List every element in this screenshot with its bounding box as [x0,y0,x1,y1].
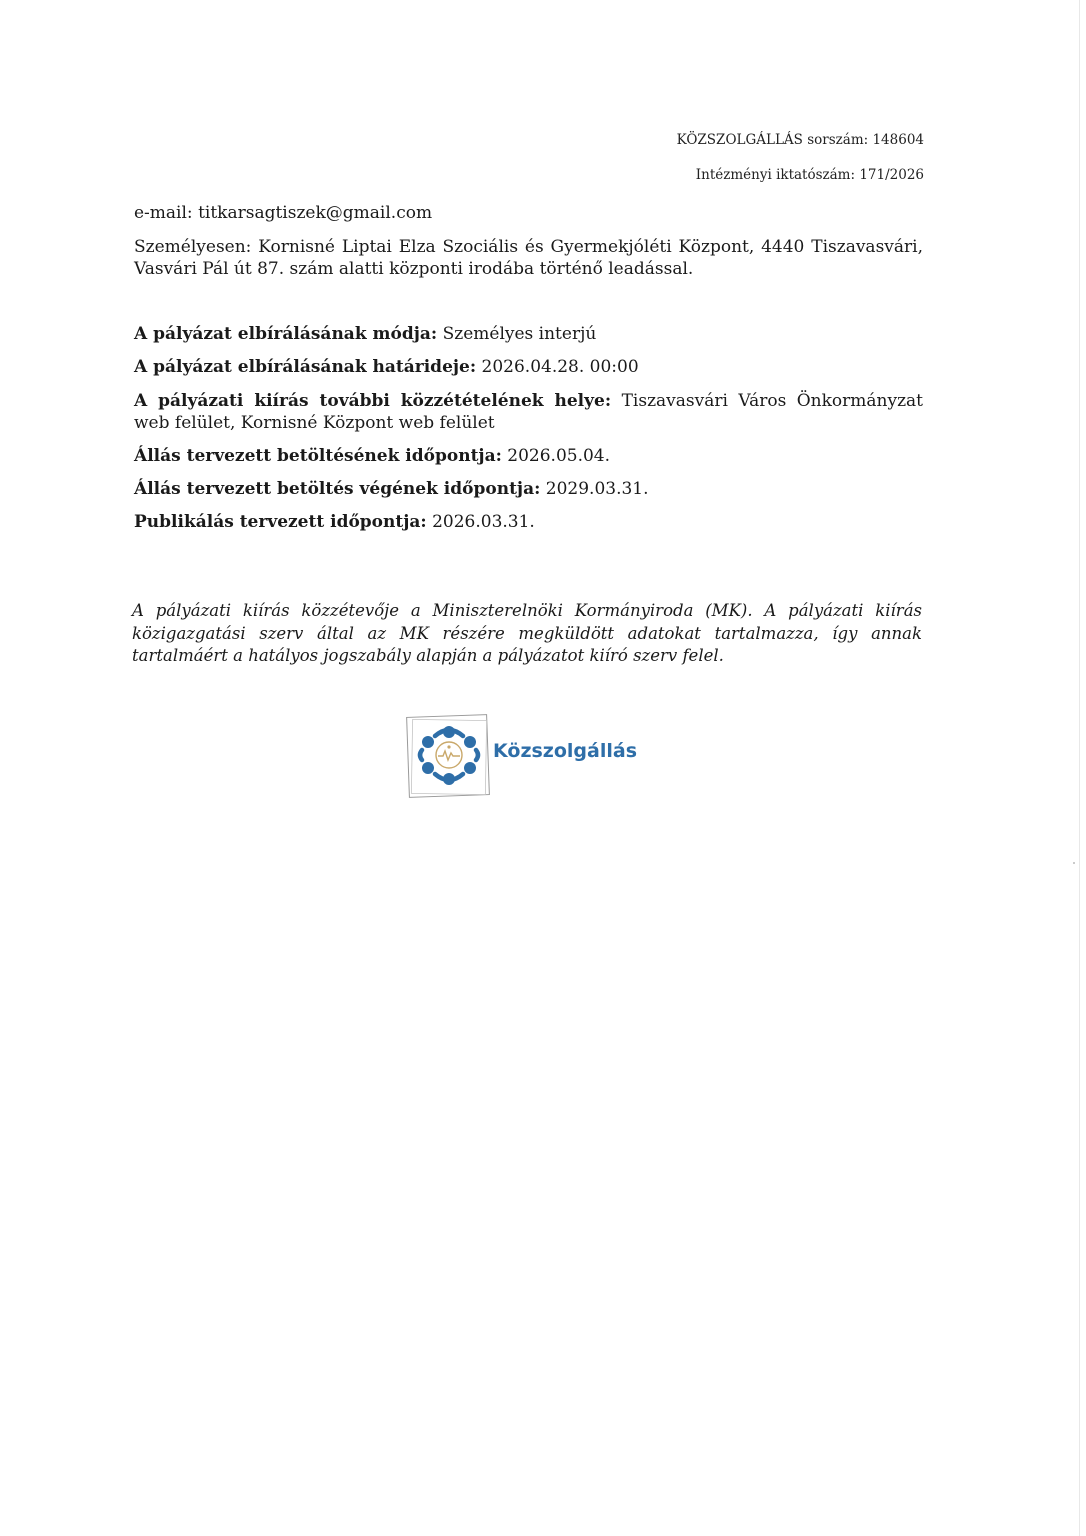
field-label: Állás tervezett betöltés végének időpontja: [134,479,541,499]
scan-speck [1073,862,1075,864]
field-value: 2029.03.31. [545,479,649,499]
field-start-date [134,445,923,467]
field-label: A pályázat elbírálásának határideje: [134,357,477,377]
field-value: 2026.03.31. [432,512,535,532]
kozszolgallas-emblem-icon [404,712,494,800]
personal-text: Kornisné Liptai Elza Szociális és Gyermekjóléti Központ, 4440 Tiszavasvári, Vasvári Pál út 87. szám alatti központi irodába történő leadással. [134,237,923,279]
field-label: A pályázati kiírás további közzétételének helye: [134,391,612,411]
field-label: Publikálás tervezett időpontja: [134,512,427,532]
field-label: A pályázat elbírálásának módja: [134,324,438,344]
registry-number: Intézményi iktatószám: 171/2026 [695,167,924,183]
field-value: Tiszavasvári Város Önkormányzat web felület, Kornisné Központ web felület [134,391,923,433]
logo-wordmark: Közszolgállás [493,740,638,762]
personal-delivery [134,236,923,280]
field-publication-places [134,390,923,434]
disclaimer-text: A pályázati kiírás közzétevője a Miniszterelnöki Kormányiroda (MK). A pályázati kiírás közigazgatási szerv által az MK részére megküldött adatokat tartalmazza, így annak tartalmáért a hatályos jogszabály alapján a pályázatot kiíró szerv felel. [132,601,922,665]
field-evaluation-deadline [134,356,923,378]
field-value: Személyes interjú [442,324,597,344]
email-line: e-mail: titkarsagtiszek@gmail.com [134,203,433,223]
field-label: Állás tervezett betöltésének időpontja: [134,446,502,466]
field-end-date [134,478,923,500]
page-edge [1079,0,1080,1536]
kozszolgallas-logo [404,712,664,802]
field-value: 2026.04.28. 00:00 [481,357,639,377]
field-evaluation-method [134,323,923,345]
field-publish-date [134,511,923,533]
serial-number: KÖZSZOLGÁLLÁS sorszám: 148604 [676,132,924,148]
personal-label: Személyesen: [134,237,252,257]
field-value: 2026.05.04. [507,446,611,466]
